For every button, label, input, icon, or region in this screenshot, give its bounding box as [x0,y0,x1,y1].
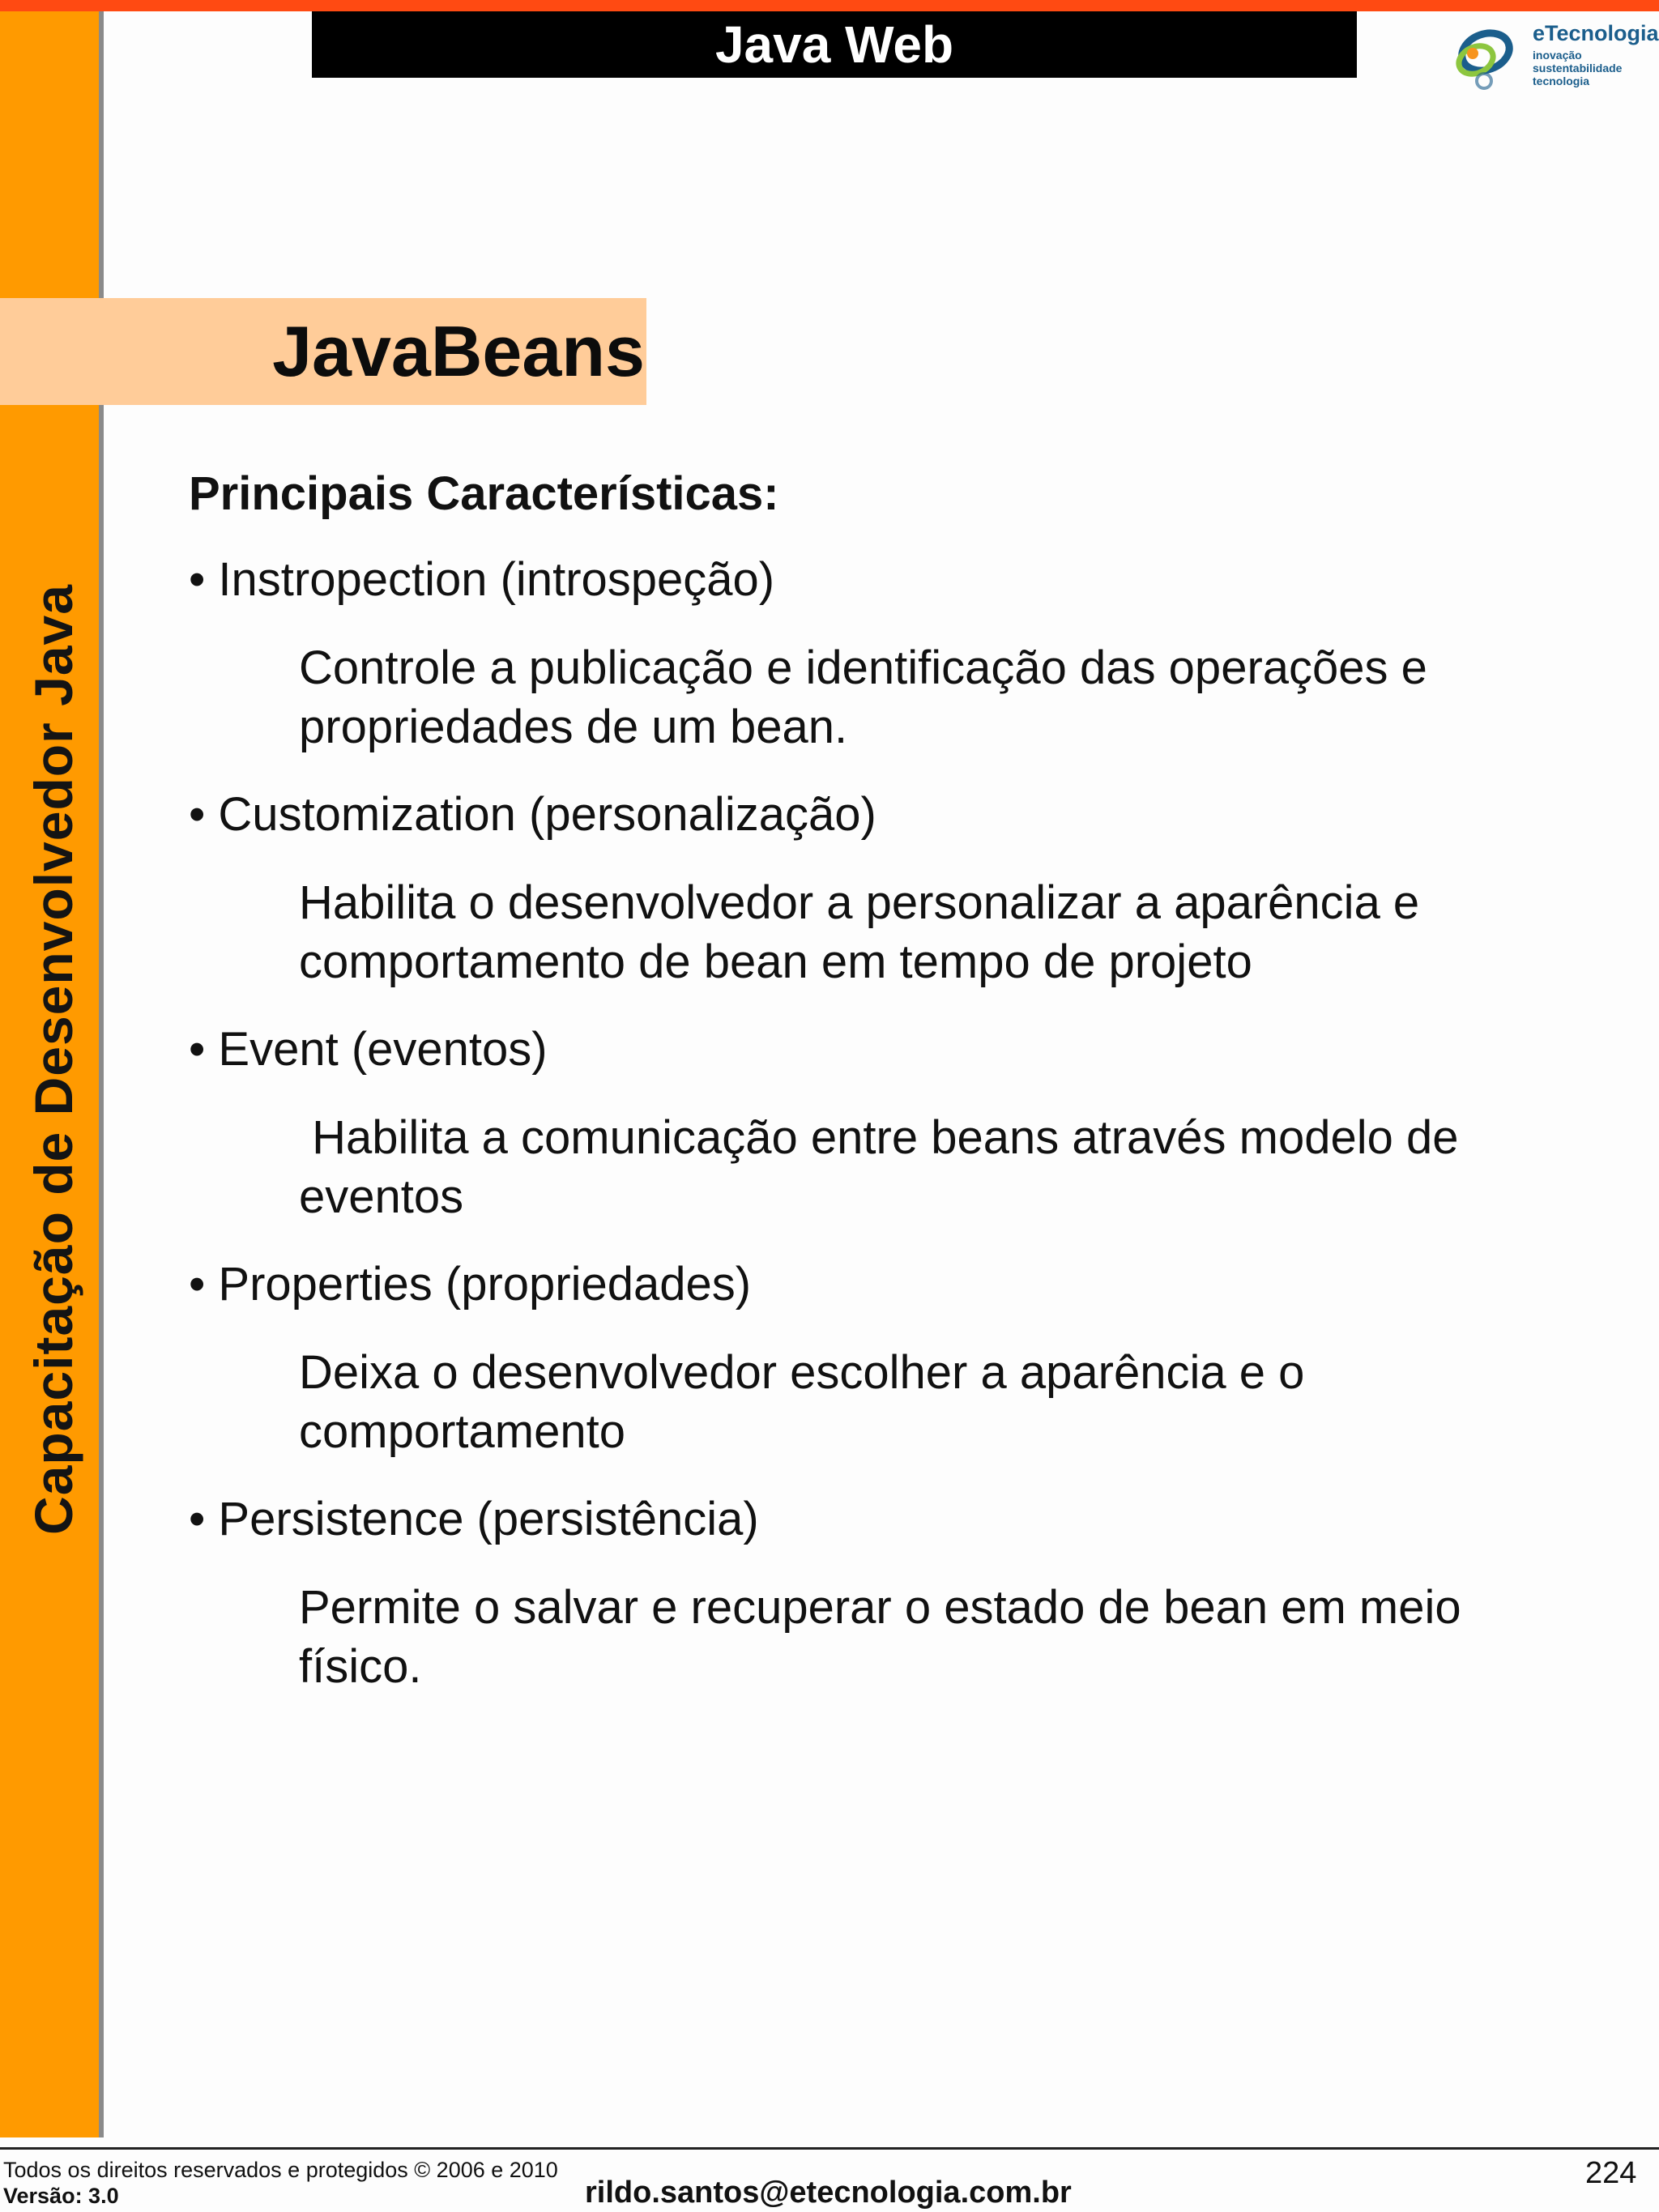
slide-title-band [0,298,646,405]
footer-version: Versão: 3.0 [3,2184,119,2208]
content-heading: Principais Características: [189,467,779,520]
feature-description: Permite o salvar e recuperar o estado de bean em meio físico. [299,1581,1461,1693]
slide-title: JavaBeans [272,311,645,391]
footer-email: rildo.santos@etecnologia.com.br [585,2176,1072,2210]
feature-bullet: • Customization (personalização) [189,788,876,841]
slide-content [189,463,1525,1724]
logo-tagline: sustentabilidade [1533,62,1623,75]
header-title: Java Web [714,15,954,74]
feature-description: Controle a publicação e identificação das operações e propriedades de um bean. [299,641,1427,753]
header-bar [312,11,1357,78]
footer-divider [0,2147,1659,2150]
logo-tagline: inovação [1533,49,1582,62]
logo-name: eTecnologia [1533,21,1659,45]
feature-description: Deixa o desenvolvedor escolher a aparência e o comportamento [299,1346,1305,1458]
footer-copyright: Todos os direitos reservados e protegidos © 2006 e 2010 [3,2158,558,2182]
feature-bullet: • Properties (propriedades) [189,1258,752,1311]
feature-bullet: • Instropection (introspeção) [189,553,775,606]
feature-bullet: • Persistence (persistência) [189,1493,759,1545]
feature-description: Habilita o desenvolvedor a personalizar a aparência e comportamento de bean em tempo de projeto [299,876,1420,988]
sidebar-vertical-title: Capacitação de Desenvolvedor Java [23,584,83,1535]
logo-tagline: tecnologia [1533,75,1590,87]
page-number: 224 [1585,2156,1637,2190]
feature-bullet: • Event (eventos) [189,1023,548,1076]
feature-description: Habilita a comunicação entre beans através modelo de eventos [299,1111,1472,1223]
top-accent-bar [0,0,1659,11]
logo-rings-icon [1452,18,1529,92]
etecnologia-logo [1452,18,1659,92]
